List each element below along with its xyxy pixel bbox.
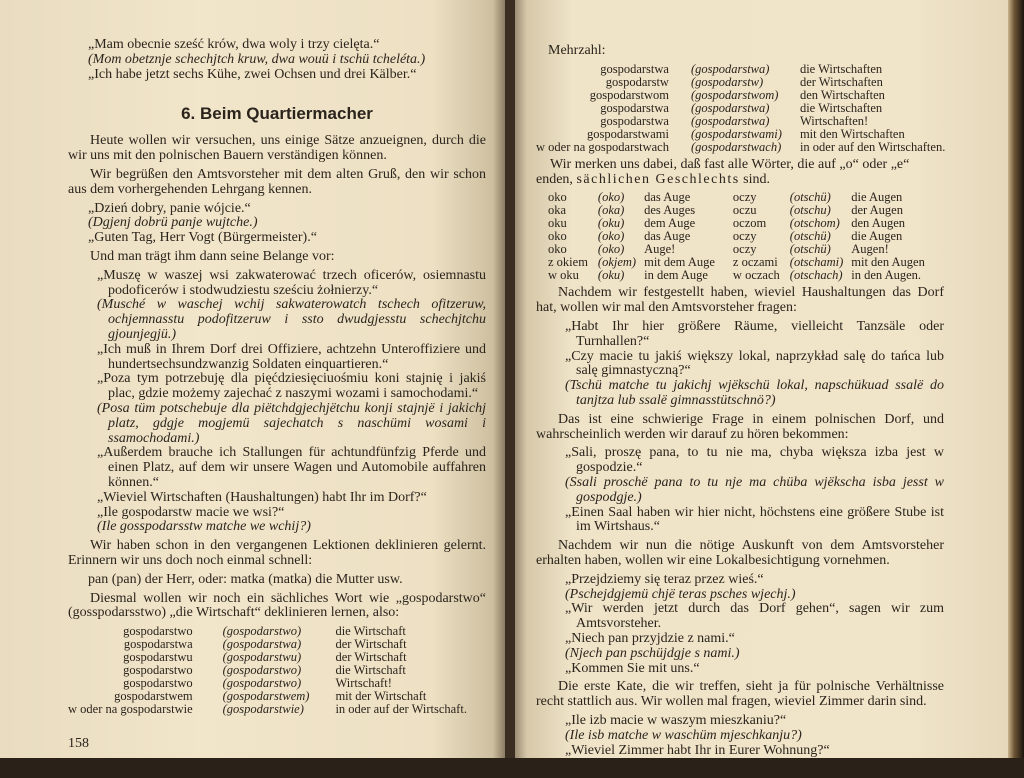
- paragraph: Und man trägt ihm dann seine Belange vor:: [90, 248, 335, 264]
- table-cell: (otschü): [789, 190, 831, 205]
- pronunciation-line: (Ile gosspodarsstw matche we wchij?): [97, 519, 311, 535]
- table-cell: w oku: [548, 268, 579, 283]
- table-cell: den Augen: [851, 216, 906, 231]
- table-cell: (gospodarstwa): [690, 113, 770, 128]
- table-cell: (otschami): [789, 255, 844, 270]
- greeting-dialogue: [68, 202, 486, 246]
- paragraph: Das ist eine schwierige Frage in einem polnischen Dorf, und wahrscheinlich werden wir darauf zu hören bekommen:: [536, 411, 944, 442]
- table-cell: z okiem: [548, 255, 588, 270]
- table-row: [536, 76, 951, 89]
- german-line: „Ich habe jetzt sechs Kühe, zwei Ochsen und drei Kälber.“: [88, 66, 417, 82]
- table-cell: die Augen: [851, 190, 903, 205]
- table-cell: (gospodarstwem): [222, 689, 310, 704]
- declension-table-plural: [536, 63, 944, 154]
- table-cell: (oka): [597, 203, 625, 218]
- polish-line: „Muszę w waszej wsi zakwaterować trzech oficerów, osiemnastu podoficerów i stodwudziestu sześciu żołnierzy.“: [97, 267, 486, 298]
- german-line: „Kommen Sie mit uns.“: [565, 660, 700, 676]
- polish-line: „Niech pan przyjdzie z nami.“: [565, 630, 735, 646]
- table-cell: w oder na gospodarstwie: [68, 702, 193, 717]
- pronunciation-line: (Dgjenj dobrü panje wujtche.): [88, 215, 258, 231]
- answer-dialogue: [536, 446, 944, 535]
- table-cell: den Wirtschaften: [799, 87, 885, 102]
- table-cell: die Wirtschaften: [799, 61, 883, 76]
- table-row: [68, 703, 473, 716]
- pronunciation-line: (Pschejdgjemü chjë teras psches wjechj.): [565, 586, 796, 602]
- table-cell: oko: [548, 229, 567, 244]
- table-cell: (oko): [597, 229, 625, 244]
- table-cell: gospodarstwo: [123, 624, 193, 639]
- table-cell: mit den Wirtschaften: [799, 126, 905, 141]
- table-cell: Wirtschaften!: [799, 113, 869, 128]
- example-line: pan (pan) der Herr, oder: matka (matka) die Mutter usw.: [88, 571, 403, 587]
- table-cell: (oku): [597, 268, 625, 283]
- intro-dialogue: [68, 38, 486, 82]
- table-row: [536, 102, 951, 115]
- table-cell: (otschü): [789, 229, 831, 244]
- table-cell: gospodarstwo: [123, 676, 193, 691]
- table-cell: (otschü): [789, 242, 831, 257]
- table-cell: w oczach: [732, 268, 780, 283]
- table-cell: das Auge: [644, 229, 691, 244]
- table-cell: der Wirtschaft: [335, 650, 407, 665]
- table-cell: oczy: [732, 190, 757, 205]
- table-cell: der Wirtschaft: [335, 637, 407, 652]
- german-line: „Wir werden jetzt durch das Dorf gehen“, sagen wir zum Amtsvorsteher.: [565, 601, 944, 632]
- table-cell: gospodarstw: [605, 74, 669, 89]
- table-cell: oka: [548, 203, 567, 218]
- polish-line: „Sali, proszę pana, to tu nie ma, chyba większa izba jest w gospodzie.“: [565, 445, 944, 476]
- walk-dialogue: [536, 573, 944, 677]
- table-cell: gospodarstwem: [114, 689, 193, 704]
- paragraph-end: sind.: [743, 171, 771, 187]
- table-cell: (otschu): [789, 203, 831, 218]
- paragraph: Wir haben schon in den vergangenen Lektionen deklinieren gelernt. Erinnern wir uns doch noch einmal schnell:: [68, 538, 486, 568]
- table-cell: oczu: [732, 203, 757, 218]
- table-cell: Augen!: [851, 242, 889, 257]
- table-cell: die Wirtschaften: [799, 100, 883, 115]
- table-cell: dem Auge: [644, 216, 696, 231]
- table-cell: (otschach): [789, 268, 843, 283]
- polish-line: „Przejdziemy się teraz przez wieś.“: [565, 571, 764, 587]
- table-cell: in dem Auge: [644, 268, 708, 283]
- table-cell: (gospodarstwo): [222, 663, 302, 678]
- table-cell: (otschom): [789, 216, 840, 231]
- paragraph: [536, 158, 944, 188]
- pronunciation-line: (Njech pan pschüjdgje s nami.): [565, 645, 740, 661]
- table-cell: (gospodarstwu): [222, 650, 302, 665]
- german-line: „Wieviel Zimmer habt Ihr in Eurer Wohnung?“: [565, 742, 830, 758]
- rooms-count-dialogue: [536, 714, 944, 758]
- paragraph: Nachdem wir nun die nötige Auskunft von dem Amtsvorsteher erhalten haben, wollen wir eine Lokalbesichtigung vornehmen.: [536, 538, 944, 568]
- table-row: [536, 115, 951, 128]
- table-cell: gospodarstwom: [589, 87, 669, 102]
- table-cell: mit dem Auge: [644, 255, 715, 270]
- paragraph: Wir begrüßen den Amtsvorsteher mit dem alten Gruß, den wir schon aus dem vorhergehenden Lehrgang kennen.: [68, 166, 486, 197]
- right-page-text: [536, 43, 946, 778]
- table-cell: oczom: [732, 216, 767, 231]
- pronunciation-line: (Ssali proschë pana to tu nje ma chüba wjëkscha isba jesst w gospodgje.): [565, 474, 944, 505]
- pronunciation-line: (Mom obetznje schechjtch kruw, dwa wouü i tschü tcheléta.): [88, 51, 426, 67]
- table-cell: das Auge: [644, 190, 691, 205]
- table-row: [536, 141, 951, 154]
- german-line: „Habt Ihr hier größere Räume, vielleicht Tanzsäle oder Turnhallen?“: [565, 318, 944, 349]
- table-cell: (gospodarstwie): [222, 702, 304, 717]
- oko-declension-table: [536, 191, 944, 282]
- table-cell: gospodarstwami: [587, 126, 669, 141]
- table-cell: mit der Wirtschaft: [335, 689, 427, 704]
- german-line: „Außerdem brauche ich Stallungen für achtundfünfzig Pferde und einen Platz, auf dem wir unsere Wagen und Automobile auffahren können.“: [97, 445, 486, 490]
- book-edge: [1008, 0, 1024, 758]
- table-cell: in oder auf der Wirtschaft.: [335, 702, 467, 717]
- table-cell: (okjem): [597, 255, 637, 270]
- table-cell: (gospodarstwom): [690, 87, 779, 102]
- table-cell: oko: [548, 190, 567, 205]
- table-cell: (gospodarstwach): [690, 139, 782, 154]
- table-cell: der Augen: [851, 203, 903, 218]
- paragraph: Diesmal wollen wir noch ein sächliches Wort wie „gospodarstwo“ (gosspodarsstwo) „die Wirtschaft“ deklinieren lernen, also:: [68, 590, 486, 621]
- german-line: „Guten Tag, Herr Vogt (Bürgermeister).“: [88, 230, 317, 246]
- table-cell: Wirtschaft!: [335, 676, 392, 691]
- table-cell: w oder na gospodarstwach: [536, 139, 669, 154]
- table-cell: gospodarstwa: [123, 637, 193, 652]
- table-cell: der Wirtschaften: [799, 74, 883, 89]
- emphasized-term: sächlichen Geschlechts: [576, 171, 740, 187]
- table-cell: gospodarstwa: [600, 113, 669, 128]
- table-cell: gospodarstwa: [600, 61, 669, 76]
- table-row: [536, 128, 951, 141]
- paragraph: Die erste Kate, die wir treffen, sieht ja für polnische Verhältnisse recht stattlich aus. Wir wollen mal fragen, wieviel Zimmer darin sind.: [536, 679, 944, 710]
- table-cell: oko: [548, 242, 567, 257]
- table-cell: (oko): [597, 242, 625, 257]
- table-row: [536, 89, 951, 102]
- page-number: 159: [909, 762, 930, 778]
- paragraph-line: Wir merken uns dabei, daß fast alle Wörter, die auf „o“ oder „e“ enden,: [536, 156, 910, 187]
- table-cell: des Auges: [644, 203, 696, 218]
- german-line: „Ich muß in Ihrem Dorf drei Offiziere, achtzehn Unteroffiziere und hundertsechsundzwanzig Soldaten einquartieren.“: [97, 341, 486, 372]
- pronunciation-line: (Posa tüm potschebuje dla piëtchdgjechjëtchu konji stajnjë i jakichj platz, gdgje mogjemü sajechatch s naschümi wosami i ssamochodami.): [97, 400, 486, 446]
- page-number: 158: [68, 736, 89, 751]
- table-cell: in den Augen.: [851, 268, 922, 283]
- table-cell: Auge!: [644, 242, 676, 257]
- table-cell: oczy: [732, 229, 757, 244]
- table-cell: (gospodarstwami): [690, 126, 782, 141]
- table-cell: (oko): [597, 190, 625, 205]
- table-cell: oczy: [732, 242, 757, 257]
- table-cell: gospodarstwo: [123, 663, 193, 678]
- german-line: „Wieviel Wirtschaften (Haushaltungen) habt Ihr im Dorf?“: [97, 489, 427, 505]
- request-dialogue: [68, 269, 486, 535]
- table-cell: (gospodarstwo): [222, 676, 302, 691]
- pronunciation-line: (Ile isb matche w waschüm mjeschkanju?): [565, 727, 802, 743]
- rooms-dialogue: [536, 320, 944, 409]
- chapter-heading: 6. Beim Quartiermacher: [181, 104, 373, 124]
- table-cell: mit den Augen: [851, 255, 925, 270]
- polish-line: „Mam obecnie sześć krów, dwa woly i trzy cielęta.“: [88, 37, 380, 52]
- left-page-text: [68, 38, 486, 752]
- paragraph: Nachdem wir festgestellt haben, wieviel Haushaltungen das Dorf hat, wollen wir mal den Amtsvorsteher fragen:: [536, 285, 944, 316]
- table-cell: (gospodarstwa): [690, 61, 770, 76]
- polish-line: „Ile gospodarstw macie we wsi?“: [97, 504, 285, 520]
- declension-table-singular: [68, 625, 486, 716]
- table-cell: (gospodarstw): [690, 74, 764, 89]
- table-row: [548, 269, 931, 282]
- table-cell: (gospodarstwa): [222, 637, 302, 652]
- polish-line: „Dzień dobry, panie wójcie.“: [88, 200, 251, 216]
- table-cell: die Wirtschaft: [335, 663, 406, 678]
- table-cell: z oczami: [732, 255, 778, 270]
- table-cell: gospodarstwu: [123, 650, 193, 665]
- pronunciation-line: (Musché w waschej wchij sakwaterowatch tschech ofitzeruw, ochjemnasstu podofitzeruw i ssto dwudgjesstu schechjtchu gjounjegjü.): [97, 297, 486, 342]
- table-cell: die Wirtschaft: [335, 624, 406, 639]
- table-cell: (gospodarstwa): [690, 100, 770, 115]
- table-row: [536, 63, 951, 76]
- polish-line: „Poza tym potrzebuję dla pięćdziesięciuośmiu koni stajnię i jakiś plac, gdzie możemy zajechać z naszymi wozami i samochodami.“: [97, 371, 486, 402]
- plural-label: Mehrzahl:: [548, 43, 606, 58]
- table-cell: die Augen: [851, 229, 903, 244]
- polish-line: „Czy macie tu jakiś większy lokal, naprzykład salę do tańca lub salę gimnastyczną?“: [565, 348, 944, 379]
- table-cell: oku: [548, 216, 567, 231]
- table-cell: gospodarstwa: [600, 100, 669, 115]
- pronunciation-line: (Tschü matche tu jakichj wjëkschü lokal, napschükuad ssalë do tanjtza lub ssalë gimnasstütschnö?): [565, 378, 944, 408]
- paragraph: Heute wollen wir versuchen, uns einige Sätze anzueignen, durch die wir uns mit den polnischen Bauern verständigen können.: [68, 133, 486, 164]
- table-cell: (gospodarstwo): [222, 624, 302, 639]
- polish-line: „Ile izb macie w waszym mieszkaniu?“: [565, 712, 787, 728]
- table-cell: in oder auf den Wirtschaften.: [799, 139, 946, 154]
- german-line: „Einen Saal haben wir hier nicht, höchstens eine größere Stube ist im Wirtshaus.“: [565, 504, 944, 535]
- book-gutter: [505, 0, 515, 758]
- table-cell: (oku): [597, 216, 625, 231]
